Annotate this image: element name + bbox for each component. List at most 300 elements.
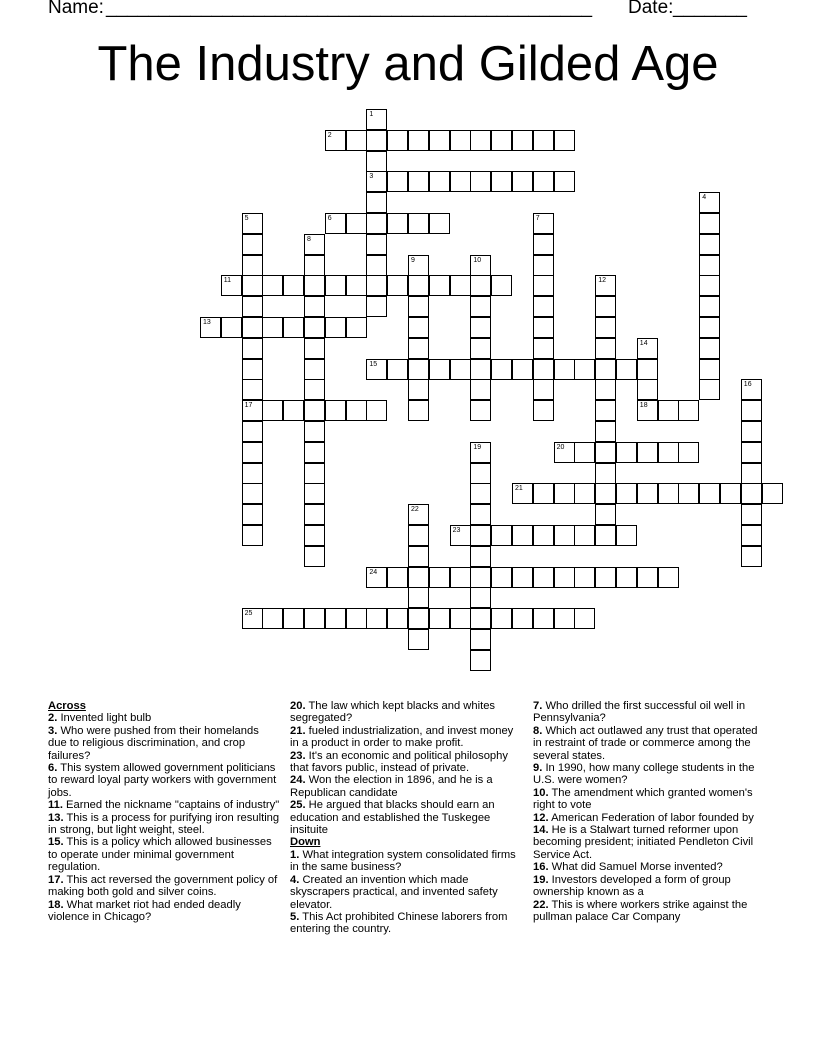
crossword-cell[interactable] <box>533 296 554 317</box>
crossword-cell[interactable] <box>533 567 554 588</box>
down-clue <box>290 849 524 874</box>
crossword-cell[interactable] <box>304 483 325 504</box>
crossword-cell[interactable] <box>408 255 429 276</box>
clue-number-label: 19. <box>533 873 549 886</box>
crossword-cell[interactable] <box>408 130 429 151</box>
crossword-cell[interactable] <box>450 130 471 151</box>
crossword-cell[interactable] <box>450 359 471 380</box>
crossword-cell[interactable] <box>304 296 325 317</box>
clue-number: 25 <box>244 610 253 618</box>
crossword-cell[interactable] <box>741 400 762 421</box>
crossword-cell[interactable] <box>512 359 533 380</box>
crossword-cell[interactable] <box>242 275 263 296</box>
crossword-cell[interactable] <box>366 213 387 234</box>
crossword-cell[interactable] <box>283 317 304 338</box>
clue-column-2 <box>290 700 524 936</box>
crossword-cell[interactable] <box>491 567 512 588</box>
crossword-cell[interactable] <box>491 359 512 380</box>
crossword-cell[interactable] <box>512 525 533 546</box>
across-clue <box>48 836 280 873</box>
crossword-cell[interactable] <box>387 275 408 296</box>
down-clue <box>533 899 769 924</box>
down-clue <box>533 762 769 787</box>
across-clue <box>290 750 524 775</box>
clue-number-label: 22. <box>533 898 549 911</box>
crossword-cell[interactable] <box>366 296 387 317</box>
crossword-cell[interactable] <box>741 525 762 546</box>
crossword-cell[interactable] <box>470 379 491 400</box>
crossword-cell[interactable] <box>574 608 595 629</box>
crossword-cell[interactable] <box>533 608 554 629</box>
crossword-cell[interactable] <box>346 400 367 421</box>
crossword-cell[interactable] <box>366 255 387 276</box>
crossword-cell[interactable] <box>304 317 325 338</box>
crossword-cell[interactable] <box>242 213 263 234</box>
crossword-cell[interactable] <box>470 442 491 463</box>
crossword-cell[interactable] <box>366 234 387 255</box>
crossword-cell[interactable] <box>283 275 304 296</box>
crossword-cell[interactable] <box>387 130 408 151</box>
crossword-cell[interactable] <box>616 483 637 504</box>
clue-number: 16 <box>743 381 752 389</box>
clue-number-label: 1. <box>290 848 300 861</box>
crossword-cell[interactable] <box>366 171 387 192</box>
crossword-cell[interactable] <box>554 483 575 504</box>
crossword-cell[interactable] <box>283 608 304 629</box>
clue-text: This is a process for purifying iron resulting in strong, but light weight, steel. <box>48 811 280 837</box>
crossword-cell[interactable] <box>491 275 512 296</box>
crossword-cell[interactable] <box>595 400 616 421</box>
crossword-cell[interactable] <box>699 213 720 234</box>
crossword-cell[interactable] <box>678 483 699 504</box>
crossword-cell[interactable] <box>408 608 429 629</box>
crossword-cell[interactable] <box>366 151 387 172</box>
crossword-cell[interactable] <box>429 359 450 380</box>
crossword-cell[interactable] <box>637 338 658 359</box>
crossword-cell[interactable] <box>429 608 450 629</box>
clue-number-label: 25. <box>290 799 306 812</box>
crossword-cell[interactable] <box>595 504 616 525</box>
crossword-cell[interactable] <box>491 608 512 629</box>
clue-number-label: 15. <box>48 836 64 849</box>
crossword-cell[interactable] <box>616 567 637 588</box>
across-clue <box>48 899 280 924</box>
clue-number: 9 <box>411 256 415 264</box>
crossword-cell[interactable] <box>554 567 575 588</box>
crossword-cell[interactable] <box>262 608 283 629</box>
crossword-cell[interactable] <box>242 359 263 380</box>
crossword-cell[interactable] <box>699 192 720 213</box>
crossword-cell[interactable] <box>450 275 471 296</box>
crossword-cell[interactable] <box>699 234 720 255</box>
crossword-cell[interactable] <box>304 504 325 525</box>
crossword-cell[interactable] <box>325 317 346 338</box>
crossword-cell[interactable] <box>242 379 263 400</box>
crossword-cell[interactable] <box>554 171 575 192</box>
crossword-cell[interactable] <box>221 275 242 296</box>
crossword-cell[interactable] <box>242 255 263 276</box>
down-clue <box>533 861 769 873</box>
crossword-cell[interactable] <box>533 338 554 359</box>
crossword-cell[interactable] <box>533 400 554 421</box>
crossword-cell[interactable] <box>429 171 450 192</box>
crossword-cell[interactable] <box>533 379 554 400</box>
crossword-cell[interactable] <box>408 546 429 567</box>
clue-text: Investors developed a form of group ownership known as a <box>533 873 731 899</box>
crossword-cell[interactable] <box>658 400 679 421</box>
crossword-cell[interactable] <box>595 359 616 380</box>
crossword-cell[interactable] <box>470 171 491 192</box>
crossword-cell[interactable] <box>699 379 720 400</box>
crossword-cell[interactable] <box>491 525 512 546</box>
crossword-cell[interactable] <box>470 608 491 629</box>
crossword-cell[interactable] <box>408 629 429 650</box>
crossword-cell[interactable] <box>574 483 595 504</box>
crossword-cell[interactable] <box>554 608 575 629</box>
crossword-cell[interactable] <box>366 130 387 151</box>
clue-column-3 <box>533 700 769 923</box>
crossword-cell[interactable] <box>574 567 595 588</box>
crossword-cell[interactable] <box>470 525 491 546</box>
crossword-cell[interactable] <box>637 400 658 421</box>
clue-number: 3 <box>369 173 374 181</box>
crossword-cell[interactable] <box>616 359 637 380</box>
crossword-cell[interactable] <box>470 483 491 504</box>
crossword-cell[interactable] <box>533 213 554 234</box>
crossword-cell[interactable] <box>658 567 679 588</box>
crossword-cell[interactable] <box>242 317 263 338</box>
crossword-cell[interactable] <box>262 400 283 421</box>
crossword-cell[interactable] <box>304 359 325 380</box>
crossword-cell[interactable] <box>408 213 429 234</box>
crossword-cell[interactable] <box>408 504 429 525</box>
crossword-cell[interactable] <box>366 608 387 629</box>
crossword-cell[interactable] <box>470 255 491 276</box>
crossword-cell[interactable] <box>699 296 720 317</box>
crossword-cell[interactable] <box>408 587 429 608</box>
crossword-cell[interactable] <box>408 317 429 338</box>
crossword-cell[interactable] <box>616 442 637 463</box>
crossword-cell[interactable] <box>304 546 325 567</box>
crossword-cell[interactable] <box>346 213 367 234</box>
crossword-cell[interactable] <box>346 130 367 151</box>
clue-number-label: 10. <box>533 786 549 799</box>
crossword-cell[interactable] <box>699 483 720 504</box>
name-blank-line[interactable]: ______________________________________________ <box>106 0 593 18</box>
crossword-cell[interactable] <box>470 546 491 567</box>
crossword-cell[interactable] <box>450 525 471 546</box>
crossword-cell[interactable] <box>512 171 533 192</box>
crossword-cell[interactable] <box>554 525 575 546</box>
crossword-cell[interactable] <box>429 275 450 296</box>
crossword-cell[interactable] <box>678 400 699 421</box>
crossword-cell[interactable] <box>325 213 346 234</box>
crossword-cell[interactable] <box>533 483 554 504</box>
crossword-cell[interactable] <box>470 587 491 608</box>
crossword-cell[interactable] <box>408 400 429 421</box>
crossword-cell[interactable] <box>533 255 554 276</box>
crossword-cell[interactable] <box>741 421 762 442</box>
crossword-cell[interactable] <box>304 275 325 296</box>
crossword-cell[interactable] <box>429 130 450 151</box>
crossword-cell[interactable] <box>242 338 263 359</box>
crossword-cell[interactable] <box>242 463 263 484</box>
crossword-cell[interactable] <box>470 567 491 588</box>
crossword-cell[interactable] <box>574 359 595 380</box>
crossword-cell[interactable] <box>533 234 554 255</box>
across-heading: Across <box>48 700 86 712</box>
crossword-cell[interactable] <box>470 504 491 525</box>
crossword-cell[interactable] <box>699 359 720 380</box>
crossword-cell[interactable] <box>262 317 283 338</box>
crossword-cell[interactable] <box>408 567 429 588</box>
crossword-cell[interactable] <box>512 567 533 588</box>
crossword-cell[interactable] <box>408 171 429 192</box>
clue-number: 5 <box>244 215 249 222</box>
across-clue <box>290 725 524 750</box>
crossword-cell[interactable] <box>429 567 450 588</box>
clue-number: 17 <box>244 402 253 410</box>
crossword-cell[interactable] <box>637 379 658 400</box>
crossword-cell[interactable] <box>699 317 720 338</box>
crossword-cell[interactable] <box>450 171 471 192</box>
crossword-cell[interactable] <box>283 400 304 421</box>
crossword-cell[interactable] <box>366 567 387 588</box>
crossword-cell[interactable] <box>741 504 762 525</box>
clue-column-1 <box>48 700 280 923</box>
crossword-cell[interactable] <box>304 338 325 359</box>
crossword-cell[interactable] <box>366 192 387 213</box>
clue-number: 8 <box>307 235 311 243</box>
clue-text: Which act outlawed any trust that operated in restraint of trade or commerce among the several states. <box>533 724 758 762</box>
crossword-cell[interactable] <box>346 317 367 338</box>
down-clue <box>533 874 769 899</box>
clue-number: 15 <box>369 360 378 368</box>
crossword-cell[interactable] <box>325 130 346 151</box>
crossword-cell[interactable] <box>366 275 387 296</box>
crossword-cell[interactable] <box>262 275 283 296</box>
crossword-cell[interactable] <box>408 359 429 380</box>
crossword-cell[interactable] <box>678 442 699 463</box>
clue-text: This is a policy which allowed businesses to operate under minimal government regulation. <box>48 836 272 874</box>
clue-text: In 1990, how many college students in the U.S. were women? <box>533 762 755 787</box>
crossword-cell[interactable] <box>470 130 491 151</box>
clue-text: It's an economic and political philosophy that favors public, instead of private. <box>290 749 508 775</box>
crossword-cell[interactable] <box>242 421 263 442</box>
page-title: The Industry and Gilded Age <box>97 37 719 91</box>
crossword-cell[interactable] <box>699 255 720 276</box>
crossword-cell[interactable] <box>595 296 616 317</box>
crossword-cell[interactable] <box>304 234 325 255</box>
crossword-cell[interactable] <box>242 296 263 317</box>
crossword-cell[interactable] <box>304 379 325 400</box>
crossword-cell[interactable] <box>720 483 741 504</box>
crossword-cell[interactable] <box>242 442 263 463</box>
crossword-cell[interactable] <box>366 109 387 130</box>
crossword-cell[interactable] <box>325 275 346 296</box>
crossword-cell[interactable] <box>533 359 554 380</box>
crossword-cell[interactable] <box>450 567 471 588</box>
crossword-cell[interactable] <box>387 608 408 629</box>
crossword-cell[interactable] <box>470 359 491 380</box>
across-clue <box>48 725 280 762</box>
crossword-cell[interactable] <box>408 379 429 400</box>
crossword-cell[interactable] <box>741 483 762 504</box>
crossword-cell[interactable] <box>470 275 491 296</box>
crossword-cell[interactable] <box>554 130 575 151</box>
clue-number-label: 4. <box>290 873 300 886</box>
crossword-cell[interactable] <box>699 338 720 359</box>
crossword-cell[interactable] <box>346 608 367 629</box>
crossword-cell[interactable] <box>200 317 221 338</box>
crossword-cell[interactable] <box>387 359 408 380</box>
clue-number: 21 <box>515 485 523 493</box>
crossword-cell[interactable] <box>242 483 263 504</box>
clue-text: American Federation of labor founded by <box>551 811 754 824</box>
crossword-cell[interactable] <box>304 400 325 421</box>
crossword-cell[interactable] <box>470 463 491 484</box>
crossword-cell[interactable] <box>574 525 595 546</box>
crossword-cell[interactable] <box>242 400 263 421</box>
crossword-cell[interactable] <box>325 400 346 421</box>
crossword-cell[interactable] <box>533 130 554 151</box>
across-clue <box>48 762 280 799</box>
crossword-cell[interactable] <box>595 379 616 400</box>
crossword-cell[interactable] <box>470 317 491 338</box>
clue-text: Who drilled the first successful oil well in Pennsylvania? <box>533 700 746 725</box>
across-clue <box>290 799 524 836</box>
crossword-cell[interactable] <box>242 525 263 546</box>
crossword-cell[interactable] <box>741 442 762 463</box>
date-label: Date: <box>628 0 674 18</box>
crossword-cell[interactable] <box>242 234 263 255</box>
clue-number-label: 20. <box>290 700 306 712</box>
crossword-cell[interactable] <box>242 504 263 525</box>
date-blank-line[interactable]: _______ <box>673 0 747 18</box>
crossword-cell[interactable] <box>637 442 658 463</box>
crossword-cell[interactable] <box>533 171 554 192</box>
crossword-cell[interactable] <box>658 442 679 463</box>
crossword-cell[interactable] <box>595 317 616 338</box>
crossword-cell[interactable] <box>366 359 387 380</box>
clue-text: What integration system consolidated firms in the same business? <box>290 848 516 874</box>
crossword-cell[interactable] <box>658 483 679 504</box>
clue-text: Earned the nickname "captains of industry" <box>66 799 280 812</box>
crossword-cell[interactable] <box>304 525 325 546</box>
crossword-cell[interactable] <box>387 213 408 234</box>
crossword-cell[interactable] <box>595 567 616 588</box>
crossword-cell[interactable] <box>366 400 387 421</box>
crossword-cell[interactable] <box>429 213 450 234</box>
clue-number: 20 <box>556 443 565 451</box>
crossword-cell[interactable] <box>304 442 325 463</box>
down-clue <box>533 812 769 824</box>
crossword-cell[interactable] <box>512 130 533 151</box>
crossword-cell[interactable] <box>304 255 325 276</box>
crossword-cell[interactable] <box>699 275 720 296</box>
crossword-cell[interactable] <box>741 379 762 400</box>
crossword-cell[interactable] <box>325 608 346 629</box>
crossword-cell[interactable] <box>512 608 533 629</box>
down-clue <box>533 700 769 725</box>
down-clue <box>290 874 524 911</box>
crossword-cell[interactable] <box>595 525 616 546</box>
crossword-cell[interactable] <box>741 546 762 567</box>
crossword-cell[interactable] <box>554 442 575 463</box>
crossword-cell[interactable] <box>595 275 616 296</box>
crossword-cell[interactable] <box>574 442 595 463</box>
crossword-cell[interactable] <box>470 650 491 671</box>
crossword-cell[interactable] <box>470 296 491 317</box>
clue-number: 4 <box>702 194 707 202</box>
clue-number-label: 2. <box>48 712 58 725</box>
clue-text: This is where workers strike against the pullman palace Car Company <box>533 898 748 923</box>
clue-number: 7 <box>535 215 540 222</box>
crossword-cell[interactable] <box>637 359 658 380</box>
clue-number: 23 <box>452 527 461 534</box>
crossword-cell[interactable] <box>595 463 616 484</box>
clue-number-label: 14. <box>533 824 549 837</box>
clue-text: This act reversed the government policy of making both gold and silver coins. <box>48 873 278 899</box>
crossword-cell[interactable] <box>533 275 554 296</box>
crossword-cell[interactable] <box>533 317 554 338</box>
crossword-cell[interactable] <box>491 130 512 151</box>
clue-number-label: 12. <box>533 811 549 824</box>
clue-text: The law which kept blacks and whites segregated? <box>290 700 496 725</box>
crossword-cell[interactable] <box>408 296 429 317</box>
crossword-cell[interactable] <box>387 567 408 588</box>
crossword-cell[interactable] <box>304 421 325 442</box>
clue-number-label: 21. <box>290 724 306 737</box>
crossword-cell[interactable] <box>242 608 263 629</box>
clue-number: 10 <box>473 256 482 264</box>
crossword-cell[interactable] <box>408 525 429 546</box>
down-clue <box>533 787 769 812</box>
clue-text: Created an invention which made skyscrapers practical, and invented safety elevator. <box>290 873 498 911</box>
crossword-cell[interactable] <box>304 463 325 484</box>
crossword-cell[interactable] <box>637 483 658 504</box>
across-clue <box>290 700 524 725</box>
crossword-cell[interactable] <box>512 483 533 504</box>
crossword-cell[interactable] <box>346 275 367 296</box>
across-clue <box>290 774 524 799</box>
crossword-cell[interactable] <box>387 171 408 192</box>
crossword-cell[interactable] <box>221 317 242 338</box>
clue-number-label: 17. <box>48 873 64 886</box>
crossword-cell[interactable] <box>470 338 491 359</box>
crossword-cell[interactable] <box>450 608 471 629</box>
crossword-cell[interactable] <box>595 421 616 442</box>
crossword-cell[interactable] <box>595 483 616 504</box>
crossword-cell[interactable] <box>491 171 512 192</box>
down-heading: Down <box>290 836 321 849</box>
crossword-cell[interactable] <box>616 525 637 546</box>
crossword-cell[interactable] <box>304 608 325 629</box>
crossword-cell[interactable] <box>595 338 616 359</box>
crossword-cell[interactable] <box>408 338 429 359</box>
crossword-cell[interactable] <box>470 400 491 421</box>
crossword-cell[interactable] <box>470 629 491 650</box>
crossword-cell[interactable] <box>741 463 762 484</box>
crossword-cell[interactable] <box>408 275 429 296</box>
clue-text: Won the election in 1896, and he is a Republican candidate <box>290 774 493 799</box>
crossword-cell[interactable] <box>533 525 554 546</box>
crossword-cell[interactable] <box>637 567 658 588</box>
crossword-cell[interactable] <box>554 359 575 380</box>
crossword-cell[interactable] <box>595 442 616 463</box>
clue-number-label: 3. <box>48 724 58 737</box>
crossword-cell[interactable] <box>762 483 783 504</box>
